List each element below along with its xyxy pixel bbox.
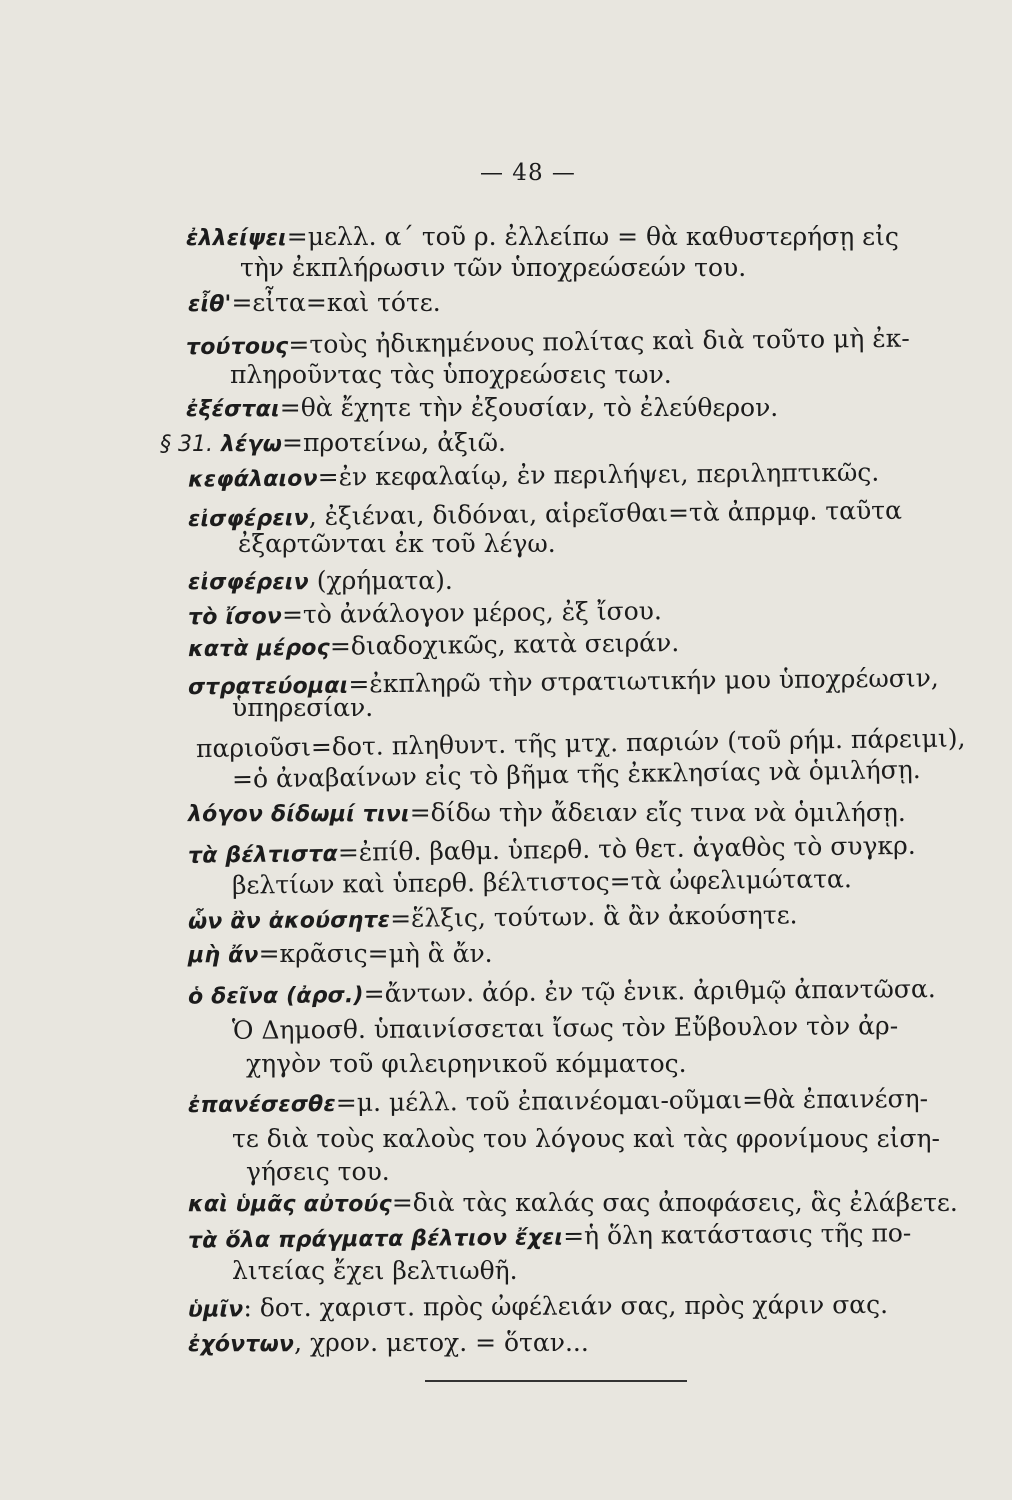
gloss-term: ἐλλείψει <box>186 226 287 251</box>
gloss-entry <box>0 1288 1012 1326</box>
gloss-definition: , ἐξιέναι, διδόναι, αἱρεῖσθαι=τὰ ἀπρμφ. ταῦτα <box>308 495 903 531</box>
gloss-term: ἐχόντων <box>188 1332 295 1357</box>
gloss-entry <box>0 1328 1012 1360</box>
page-number: — 48 — <box>480 160 576 186</box>
gloss-entry <box>0 428 1012 460</box>
gloss-definition: : δοτ. χαριστ. πρὸς ὠφέλειάν σας, πρὸς χάριν σας. <box>243 1289 889 1323</box>
gloss-entry <box>0 798 1012 830</box>
gloss-text: γήσεις του. <box>246 1157 390 1186</box>
gloss-continuation <box>0 1256 1012 1286</box>
gloss-term: κεφάλαιον <box>187 466 318 493</box>
gloss-term: εἰσφέρειν <box>187 505 309 533</box>
gloss-text: ἐξαρτῶνται ἐκ τοῦ λέγω. <box>238 529 556 558</box>
section-number: § 31. <box>160 432 213 457</box>
gloss-definition: =διὰ τὰς καλάς σας ἀποφάσεις, ἃς ἐλάβετε. <box>391 1188 958 1217</box>
gloss-term: στρατεύομαι <box>187 673 349 701</box>
gloss-entry <box>0 972 1012 1014</box>
gloss-text: =ὁ ἀναβαίνων εἰς τὸ βῆμα τῆς ἐκκλησίας νὰ ὁμιλήσῃ. <box>231 754 921 794</box>
gloss-continuation <box>0 1009 1012 1048</box>
gloss-definition: =μελλ. α΄ τοῦ ρ. ἐλλείπω = θὰ καθυστερήσῃ εἰς <box>286 222 899 251</box>
gloss-entry <box>0 288 1012 320</box>
gloss-text: χηγὸν τοῦ φιλειρηνικοῦ κόμματος. <box>246 1049 687 1078</box>
gloss-continuation <box>0 693 1012 723</box>
gloss-entry <box>0 321 1012 366</box>
gloss-text: λιτείας ἔχει βελτιωθῆ. <box>232 1256 518 1285</box>
gloss-term: εἶθ' <box>188 292 232 317</box>
gloss-text: τε διὰ τοὺς καλοὺς του λόγους καὶ τὰς φρονίμους εἰση- <box>232 1124 940 1153</box>
gloss-term: ὑμῖν <box>187 1297 244 1323</box>
gloss-definition: =διαδοχικῶς, κατὰ σειράν. <box>329 628 680 661</box>
gloss-text: βελτίων καὶ ὑπερθ. βέλτιστος=τὰ ὠφελιμώτατα. <box>231 864 852 900</box>
gloss-definition: =θὰ ἔχητε τὴν ἐξουσίαν, τὸ ἐλεύθερον. <box>279 393 779 422</box>
gloss-entry <box>0 1216 1012 1258</box>
gloss-definition: , χρον. μετοχ. = ὅταν... <box>294 1328 589 1357</box>
gloss-definition: =δίδω τὴν ἄδειαν εἴς τινα νὰ ὁμιλήσῃ. <box>409 798 906 827</box>
gloss-term: τὰ βέλτιστα <box>187 841 339 869</box>
gloss-definition: (χρήματα). <box>308 566 453 595</box>
gloss-continuation <box>0 360 1012 390</box>
gloss-continuation <box>0 253 1012 283</box>
gloss-definition: =ἕλξις, τούτων. ἃ ἂν ἀκούσητε. <box>389 900 798 933</box>
gloss-term: κατὰ μέρος <box>187 635 331 663</box>
gloss-text: παριοῦσι=δοτ. πληθυντ. τῆς μτχ. παριών (τοῦ ρήμ. πάρειμι), <box>195 723 966 764</box>
gloss-entry <box>0 1188 1012 1220</box>
gloss-term: λόγον δίδωμί τινι <box>188 802 410 827</box>
gloss-continuation <box>0 529 1012 559</box>
gloss-definition: =ἐπίθ. βαθμ. ὑπερθ. τὸ θετ. ἀγαθὸς τὸ συγκρ. <box>337 830 916 867</box>
gloss-term: ὁ δεῖνα (ἀρσ.) <box>187 983 364 1010</box>
gloss-text: ὑπηρεσίαν. <box>232 693 374 722</box>
gloss-definition: =τοὺς ἠδικημένους πολίτας καὶ διὰ τοῦτο μὴ ἐκ- <box>288 323 910 360</box>
gloss-definition: =κρᾶσις=μὴ ἃ ἄν. <box>258 939 493 968</box>
gloss-definition: =ἐκπληρῶ τὴν στρατιωτικήν μου ὑποχρέωσιν, <box>348 663 939 699</box>
gloss-entry <box>0 939 1012 971</box>
gloss-definition: =μ. μέλλ. τοῦ ἐπαινέομαι-οῦμαι=θὰ ἐπαινέση- <box>335 1083 929 1118</box>
gloss-term: ὧν ἂν ἀκούσητε <box>187 907 391 935</box>
gloss-definition: =προτείνω, ἀξιῶ. <box>282 428 506 457</box>
gloss-term: μὴ ἄν <box>188 943 259 968</box>
gloss-text: πληροῦντας τὰς ὑποχρεώσεις των. <box>230 360 672 389</box>
gloss-definition: =ἄντων. ἀόρ. ἐν τῷ ἑνικ. ἀριθμῷ ἀπαντῶσα. <box>363 974 936 1009</box>
gloss-entry <box>0 222 1012 254</box>
gloss-continuation <box>0 1124 1012 1154</box>
gloss-text: Ὁ Δημοσθ. ὑπαινίσσεται ἴσως τὸν Εὔβουλον τὸν ἀρ- <box>231 1011 899 1045</box>
gloss-definition: =εἶτα=καὶ τότε. <box>231 288 441 317</box>
gloss-term: ἐξέσται <box>186 397 280 422</box>
gloss-term: τὸ ἴσον <box>187 604 283 631</box>
gloss-continuation <box>0 1049 1012 1079</box>
gloss-term: καὶ ὑμᾶς αὐτούς <box>188 1192 392 1217</box>
gloss-term: τὰ ὅλα πράγματα βέλτιον ἔχει <box>187 1225 564 1254</box>
gloss-term: εἰσφέρειν <box>188 570 309 595</box>
gloss-definition: =τὸ ἀνάλογον μέρος, ἐξ ἴσου. <box>281 596 662 630</box>
end-rule <box>425 1380 687 1382</box>
gloss-definition: =ἡ ὅλη κατάστασις τῆς πο- <box>562 1218 912 1251</box>
gloss-entry <box>0 455 1012 497</box>
gloss-term: ἐπανέσεσθε <box>187 1092 336 1119</box>
gloss-entry <box>0 393 1012 425</box>
gloss-term: τούτους <box>185 334 289 361</box>
gloss-text: τὴν ἐκπλήρωσιν τῶν ὑποχρεώσεών του. <box>240 253 747 282</box>
gloss-entry <box>0 897 1012 939</box>
gloss-term: λέγω <box>220 432 283 457</box>
gloss-entry <box>0 1082 1012 1122</box>
gloss-continuation <box>0 1157 1012 1187</box>
gloss-definition: =ἐν κεφαλαίῳ, ἐν περιλήψει, περιληπτικῶς. <box>317 457 880 492</box>
